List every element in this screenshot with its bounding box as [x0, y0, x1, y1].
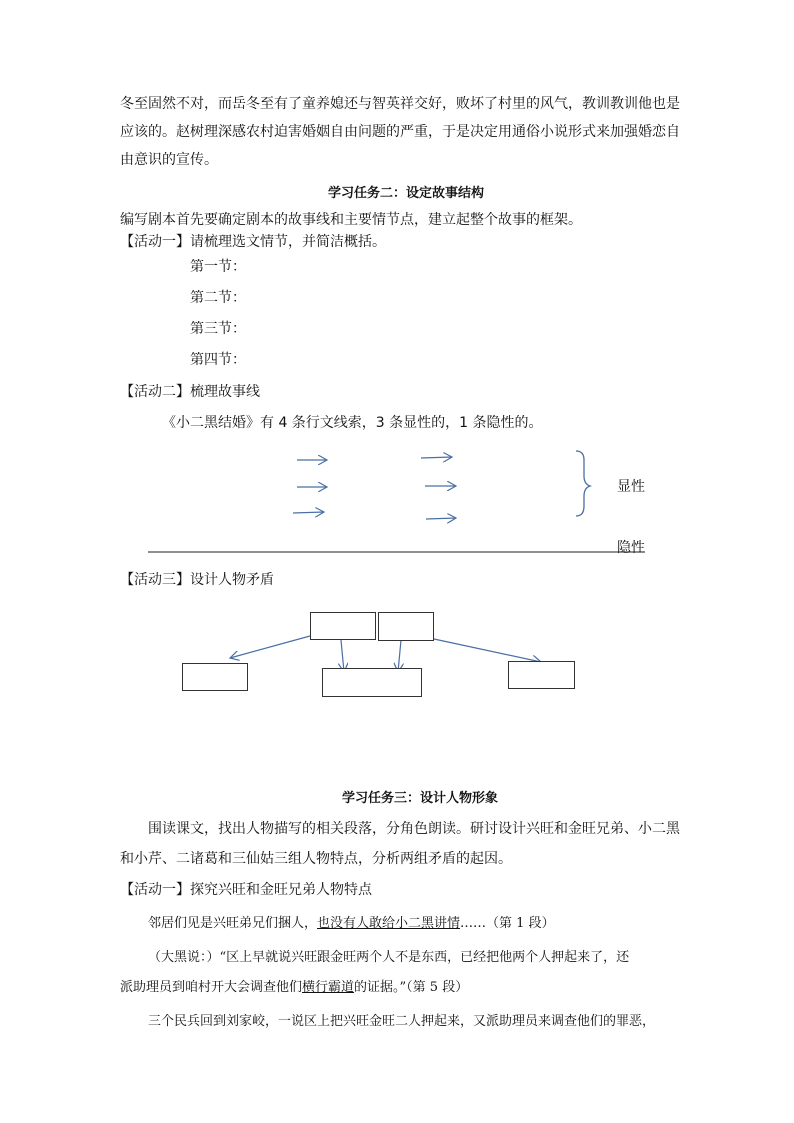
section-label-3: 第三节： — [190, 321, 246, 337]
conflict-box-top-left — [310, 612, 376, 640]
section-label-2: 第二节： — [190, 290, 246, 306]
task3-para-line-1: 围读课文，找出人物描写的相关段落，分角色朗读。研讨设计兴旺和金旺兄弟、小二黑 — [148, 821, 680, 837]
conflict-box-left — [182, 663, 248, 691]
quote-1-text: 邻居们见是兴旺弟兄们捆人， — [148, 916, 318, 931]
quote-3: 三个民兵回到刘家峧，一说区上把兴旺金旺二人押起来，又派助理员来调查他们的罪恶， — [148, 1014, 656, 1029]
implicit-label: 隐性 — [617, 540, 645, 556]
quote-2-underlined: 横行霸道 — [302, 980, 355, 995]
conflict-box-center — [322, 668, 422, 697]
quote-2-line-2 — [120, 976, 468, 995]
intro-line-3: 由意识的宣传。 — [120, 152, 218, 168]
intro-line-1: 冬至固然不对，而岳冬至有了童养媳还与智英祥交好，败坏了村里的风气，教训教训他也是 — [120, 96, 680, 112]
section-label-1: 第一节： — [190, 259, 246, 275]
quote-1 — [148, 912, 555, 931]
task2-activity2: 【活动二】梳理故事线 — [120, 384, 260, 400]
storyline-arrow — [421, 457, 452, 458]
task2-activity1: 【活动一】请梳理选文情节，并简洁概括。 — [120, 234, 386, 250]
task3-para-line-2: 和小芹、二诸葛和三仙姑三组人物特点，分析两组矛盾的起因。 — [120, 851, 512, 867]
quote-1-underlined: 也没有人敢给小二黑讲情 — [317, 916, 461, 931]
conflict-box-top-right — [378, 612, 434, 641]
task2-intro: 编写剧本首先要确定剧本的故事线和主要情节点，建立起整个故事的框架。 — [120, 212, 582, 228]
task3-activity1: 【活动一】探究兴旺和金旺兄弟人物特点 — [120, 882, 372, 898]
intro-line-2: 应该的。赵树理深感农村迫害婚姻自由问题的严重，于是决定用通俗小说形式来加强婚恋自 — [120, 124, 680, 140]
conflict-box-right — [508, 661, 575, 689]
conflict-arrow — [434, 639, 541, 662]
task3-heading: 学习任务三：设计人物形象 — [342, 791, 499, 806]
section-label-4: 第四节： — [190, 352, 246, 368]
quote-2-text: 派助理员到咱村开大会调查他们 — [120, 980, 303, 995]
storyline-arrow — [293, 512, 324, 513]
storyline-description: 《小二黑结婚》有 4 条行文线索，3 条显性的，1 条隐性的。 — [162, 415, 543, 431]
explicit-label: 显性 — [617, 479, 645, 495]
conflict-arrow — [230, 636, 310, 658]
storyline-arrow — [426, 518, 456, 519]
quote-1-ref: ……（第 1 段） — [460, 916, 555, 931]
quote-2-line-1: （大黑说：）“区上早就说兴旺跟金旺两个人不是东西，已经把他两个人押起来了，还 — [148, 950, 630, 965]
task2-heading: 学习任务二：设定故事结构 — [328, 186, 485, 201]
quote-2-ref: 的证据。”（第 5 段） — [354, 980, 469, 995]
explicit-brace — [576, 451, 590, 516]
task2-activity3: 【活动三】设计人物矛盾 — [120, 572, 274, 588]
